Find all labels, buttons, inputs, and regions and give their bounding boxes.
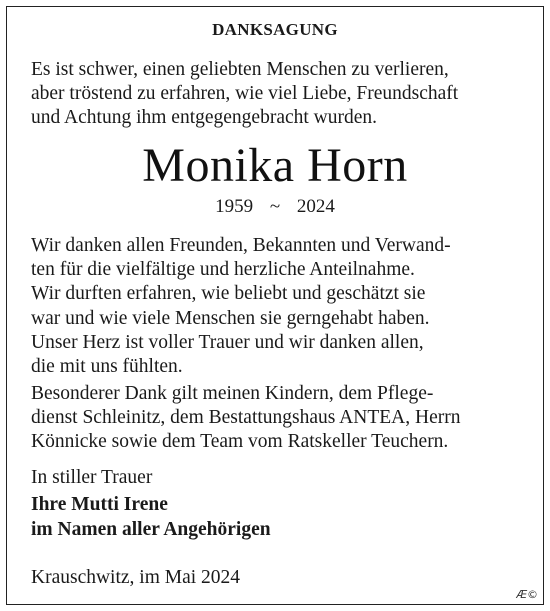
notice-heading: DANKSAGUNG <box>212 20 338 39</box>
birth-year: 1959 <box>215 196 254 217</box>
special-thanks-paragraph <box>31 382 530 455</box>
thanks-line: ten für die vielfältige und herzliche Anteilnahme. <box>31 259 415 281</box>
closing-block <box>31 466 530 543</box>
deceased-name: Monika Horn <box>142 139 408 192</box>
thanks-line: die mit uns fühlten. <box>31 356 183 378</box>
thanks-line: Unser Herz ist voller Trauer und wir danken allen, <box>31 331 424 353</box>
publisher-mark: Æ© <box>516 588 538 601</box>
intro-line: Es ist schwer, einen geliebten Menschen zu verlieren, <box>31 59 449 80</box>
thanks-line: Wir durften erfahren, wie beliebt und geschätzt sie <box>31 283 426 305</box>
intro-line: aber tröstend zu erfahren, wie viel Liebe, Freundschaft <box>31 83 459 105</box>
thanks-line: war und wie viele Menschen sie gerngehabt haben. <box>31 307 430 329</box>
life-dates <box>0 196 550 218</box>
thanks-paragraph <box>31 234 530 379</box>
closing-family: im Namen aller Angehörigen <box>31 519 271 541</box>
place-date: Krauschwitz, im Mai 2024 <box>31 567 241 588</box>
special-line: dienst Schleinitz, dem Bestattungshaus ANTEA, Herrn <box>31 407 461 429</box>
closing-intro: In stiller Trauer <box>31 467 153 488</box>
intro-paragraph <box>31 58 530 131</box>
closing-signer: Ihre Mutti Irene <box>31 494 168 516</box>
death-year: 2024 <box>296 196 335 217</box>
intro-line: und Achtung ihm entgegengebracht wurden. <box>31 107 378 129</box>
special-line: Könnicke sowie dem Team vom Ratskeller Teuchern. <box>31 431 449 453</box>
special-line: Besonderer Dank gilt meinen Kindern, dem Pflege- <box>31 383 434 404</box>
thanks-line: Wir danken allen Freunden, Bekannten und Verwand- <box>31 235 451 256</box>
date-separator: ~ <box>269 196 281 217</box>
